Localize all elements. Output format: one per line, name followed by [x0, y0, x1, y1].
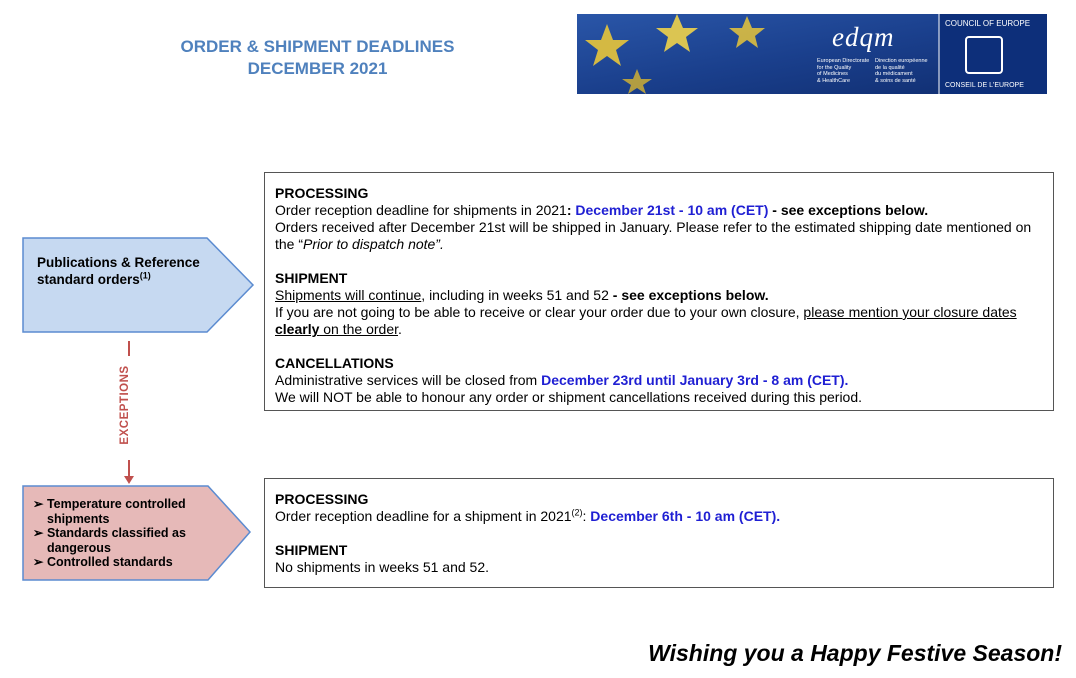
text: Shipments will continue: [275, 287, 422, 303]
text: , including in weeks 51 and 52: [421, 287, 609, 303]
text: .: [398, 321, 402, 337]
standard-deadlines-box: [264, 172, 1054, 411]
text: :: [582, 508, 591, 524]
exception-item: [33, 555, 218, 570]
text: If you are not going to be able to receive or clear your order due to your own closure,: [275, 304, 804, 320]
cancellations-closure: [275, 372, 1043, 389]
footnote-2-marker: (2): [571, 507, 583, 518]
edqm-name-fr: Direction européenne de la qualité du médicament & soins de santé: [875, 58, 928, 84]
title-line-2: DECEMBER 2021: [247, 59, 388, 78]
processing-deadline: [275, 508, 1043, 525]
processing-heading: PROCESSING: [275, 491, 369, 507]
processing-heading: PROCESSING: [275, 185, 369, 201]
processing-deadline: [275, 202, 1043, 219]
text: on the order: [319, 321, 398, 337]
exception-item: [33, 497, 218, 526]
deadline-date: December 21st - 10 am (CET): [571, 202, 769, 218]
text: Order reception deadline for a shipment in 2021: [275, 508, 572, 524]
exceptions-deadlines-box: [264, 478, 1054, 588]
title-line-1: ORDER & SHIPMENT DEADLINES: [180, 37, 455, 56]
exceptions-list: [33, 497, 218, 570]
exception-item-label: Standards classified as dangerous: [46, 526, 186, 555]
text: clearly: [275, 321, 320, 337]
edqm-name-en: European Directorate for the Quality of Medicines & HealthCare: [817, 58, 870, 84]
text: - see exceptions below.: [768, 202, 929, 218]
edqm-logo-text: edqm: [832, 22, 895, 52]
coe-name-fr: CONSEIL DE L'EUROPE: [945, 82, 1024, 89]
closure-dates: December 23rd until January 3rd - 8 am (CET).: [541, 372, 849, 388]
bullet-arrow-icon: ➢: [33, 497, 44, 511]
coe-name-en: COUNCIL OF EUROPE: [945, 19, 1031, 28]
shipment-heading: SHIPMENT: [275, 542, 348, 558]
cancellations-note: We will NOT be able to honour any order or shipment cancellations received during this period.: [275, 389, 863, 405]
shipment-closure-note: [275, 304, 1043, 338]
publications-label-text: Publications & Reference standard orders: [37, 255, 200, 287]
exceptions-label: EXCEPTIONS: [119, 365, 131, 445]
processing-note: [275, 219, 1043, 253]
shipment-heading: SHIPMENT: [275, 270, 348, 286]
bullet-arrow-icon: ➢: [33, 526, 44, 540]
exception-item: [33, 526, 218, 555]
exception-item-label: Controlled standards: [46, 555, 173, 569]
exception-item-label: Temperature controlled shipments: [46, 497, 186, 526]
shipment-note: No shipments in weeks 51 and 52.: [275, 559, 490, 575]
footnote-1-marker: (1): [139, 270, 151, 280]
text: :: [566, 202, 572, 218]
arrow-down-icon: [124, 476, 134, 484]
text: Orders received after December 21st will be shipped in January. Please refer to the estimated shipping date mentioned on the “: [275, 219, 1032, 252]
text: please mention your closure dates: [803, 304, 1017, 320]
publications-label: [37, 255, 207, 288]
text: Prior to dispatch note”.: [303, 236, 444, 252]
bullet-arrow-icon: ➢: [33, 555, 44, 569]
text: Administrative services will be closed from: [275, 372, 542, 388]
shipment-continue: [275, 287, 1043, 304]
text: - see exceptions below.: [608, 287, 769, 303]
festive-greeting: Wishing you a Happy Festive Season!: [648, 640, 1062, 666]
text: Order reception deadline for shipments in 2021: [275, 202, 567, 218]
deadline-date: December 6th - 10 am (CET).: [590, 508, 781, 524]
cancellations-heading: CANCELLATIONS: [275, 355, 394, 371]
